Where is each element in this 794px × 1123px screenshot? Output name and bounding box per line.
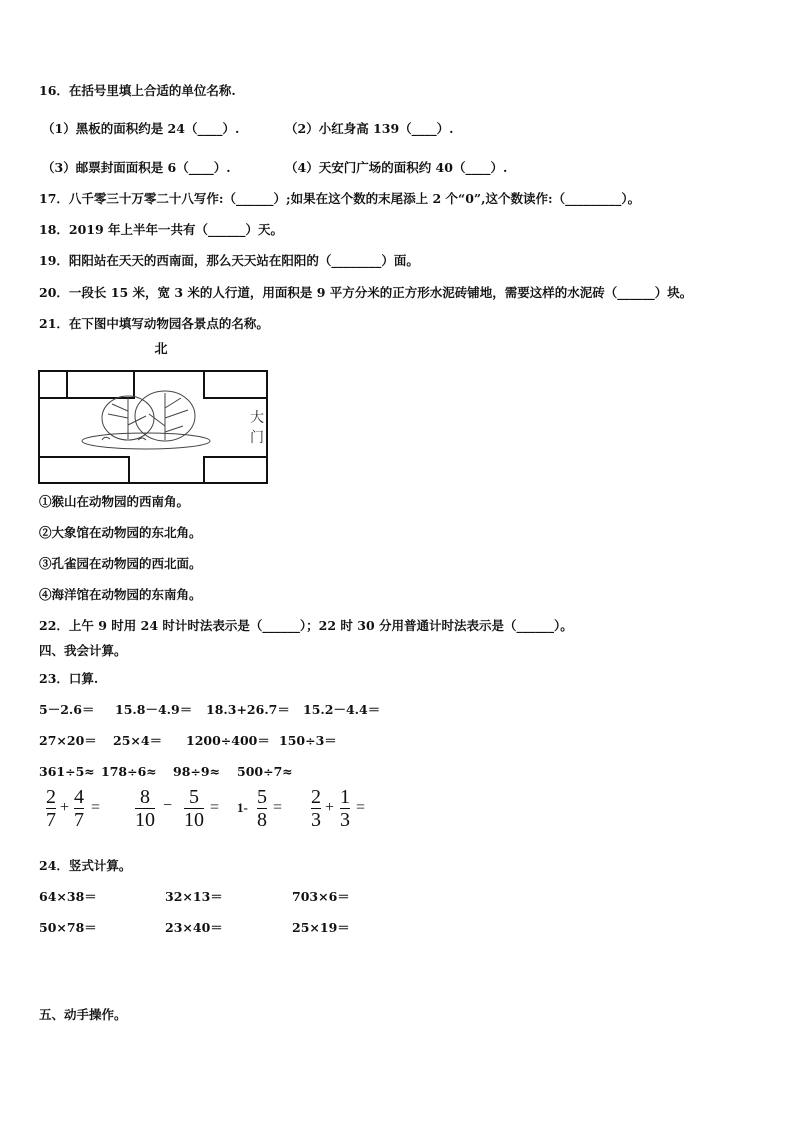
- fraction: 4 7: [74, 786, 84, 831]
- q16-part2: （2）小红身高 139（____）.: [285, 121, 454, 136]
- zoo-map: [36, 336, 272, 488]
- minus-sign: −: [163, 797, 173, 814]
- fraction: 8 10: [135, 786, 155, 831]
- q24-r1-c3: 703×6＝: [292, 889, 350, 904]
- q23-r2-c2: 25×4＝: [113, 733, 163, 748]
- map-north-label: 北: [154, 342, 168, 357]
- q23-r1-c3: 18.3+26.7＝: [206, 702, 290, 717]
- fraction: 1 3: [340, 786, 350, 831]
- section-5-heading: 五、动手操作。: [39, 1007, 127, 1022]
- q21-item-2: ②大象馆在动物园的东北角。: [39, 525, 202, 540]
- map-lake-icon: [82, 391, 210, 449]
- q21-item-1: ①猴山在动物园的西南角。: [39, 494, 190, 509]
- section-4-heading: 四、我会计算。: [39, 643, 127, 658]
- q23-r3-c4: 500÷7≈: [237, 764, 293, 779]
- q23-r2-c1: 27×20＝: [39, 733, 97, 748]
- q23-r1-c2: 15.8－4.9＝: [115, 702, 193, 717]
- map-outline: [39, 371, 267, 483]
- q23-r3-c3: 98÷9≈: [173, 764, 221, 779]
- map-box-northeast: [204, 371, 267, 398]
- q16-part3: （3）邮票封面面积是 6（____）.: [42, 160, 231, 175]
- q24-r2-c2: 23×40＝: [165, 920, 223, 935]
- map-box-southeast: [204, 457, 267, 483]
- equals-sign: =: [273, 799, 283, 816]
- q21-item-4: ④海洋馆在动物园的东南角。: [39, 587, 202, 602]
- q23-r1-c1: 5－2.6＝: [39, 702, 95, 717]
- q23-r2-c4: 150÷3＝: [279, 733, 337, 748]
- q16-title: 16．在括号里填上合适的单位名称.: [39, 83, 236, 98]
- fraction: 5 8: [257, 786, 267, 831]
- q21-title: 21．在下图中填写动物园各景点的名称。: [39, 316, 269, 331]
- q20: 20．一段长 15 米，宽 3 米的人行道，用面积是 9 平方分米的正方形水泥砖铺地，需要这样的水泥砖（______）块。: [39, 285, 693, 300]
- q18: 18．2019 年上半年一共有（______）天。: [39, 222, 284, 237]
- fraction: 2 7: [46, 786, 56, 831]
- q21-item-3: ③孔雀园在动物园的西北面。: [39, 556, 202, 571]
- map-box-northwest: [39, 371, 134, 398]
- map-gate-label-bottom: 门: [250, 430, 264, 446]
- q24-title: 24．竖式计算。: [39, 858, 132, 873]
- q23-title: 23．口算.: [39, 671, 99, 686]
- q16-part4: （4）天安门广场的面积约 40（____）.: [285, 160, 508, 175]
- equals-sign: =: [356, 799, 366, 816]
- fraction: 2 3: [311, 786, 321, 831]
- q16-part1: （1）黑板的面积约是 24（____）.: [42, 121, 240, 136]
- q24-r1-c1: 64×38＝: [39, 889, 97, 904]
- q24-r2-c1: 50×78＝: [39, 920, 97, 935]
- fraction: 5 10: [184, 786, 204, 831]
- q17: 17．八千零三十万零二十八写作:（______）;如果在这个数的末尾添上 2 个“0”,这个数读作:（_________）。: [39, 191, 641, 206]
- map-box-southwest: [39, 457, 129, 483]
- q23-r3-c1: 361÷5≈: [39, 764, 95, 779]
- q24-r1-c2: 32×13＝: [165, 889, 223, 904]
- plus-sign: +: [60, 799, 70, 816]
- q24-r2-c3: 25×19＝: [292, 920, 350, 935]
- q19: 19．阳阳站在天天的西南面，那么天天站在阳阳的（________）面。: [39, 253, 419, 268]
- plus-sign: +: [325, 799, 335, 816]
- equals-sign: =: [91, 799, 101, 816]
- q23-r1-c4: 15.2－4.4＝: [303, 702, 381, 717]
- q23-r3-c2: 178÷6≈: [101, 764, 157, 779]
- q23-r2-c3: 1200÷400＝: [186, 733, 270, 748]
- one-minus: 1-: [237, 800, 248, 815]
- q22: 22．上午 9 时用 24 时计时法表示是（______）；22 时 30 分用普通计时法表示是（______）。: [39, 618, 573, 633]
- equals-sign: =: [210, 799, 220, 816]
- map-gate-label-top: 大: [250, 410, 264, 426]
